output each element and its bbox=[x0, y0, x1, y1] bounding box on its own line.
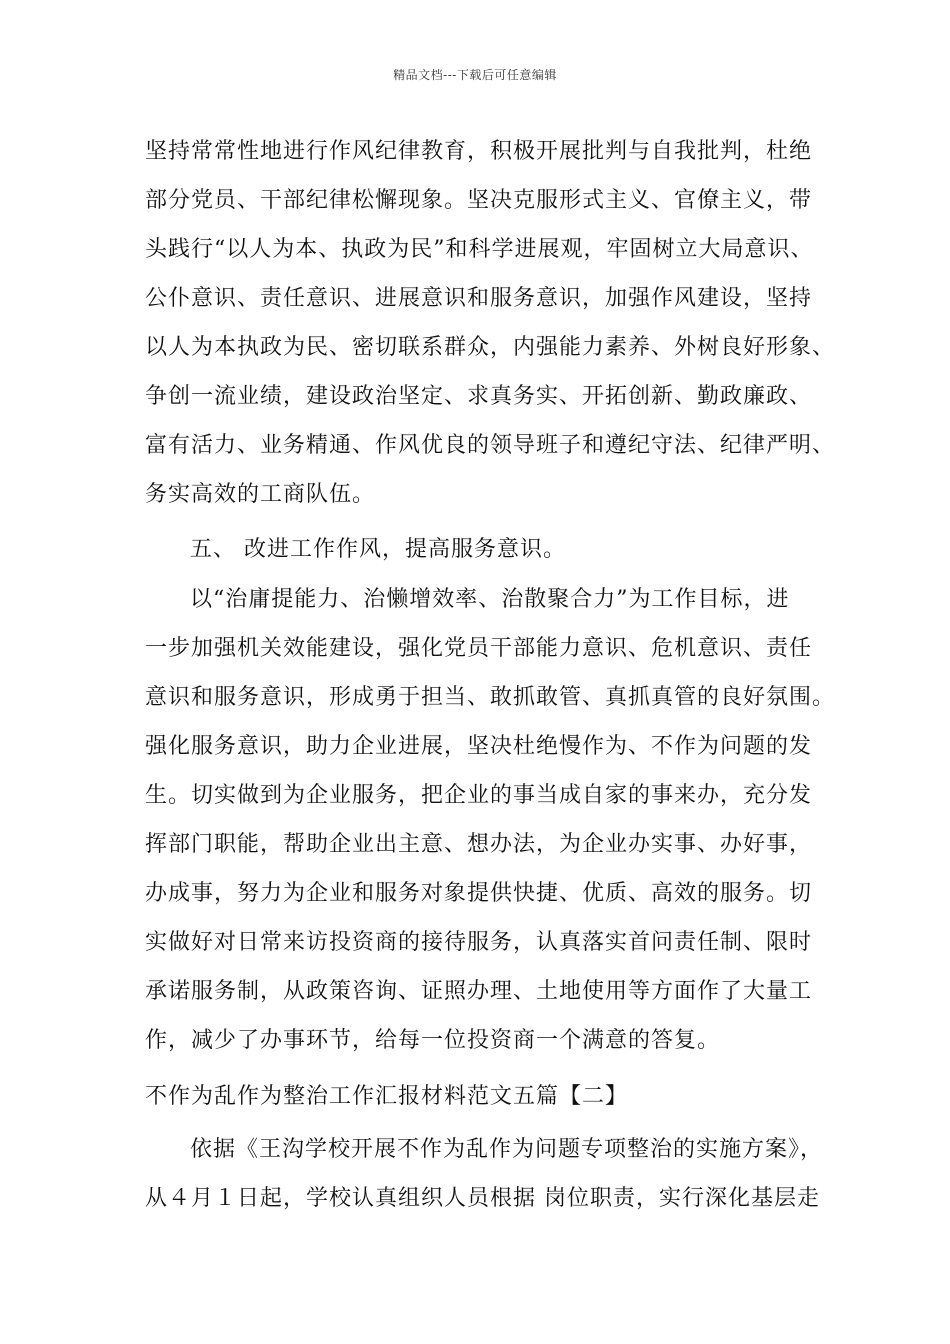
paragraph-line: 以人为本执政为民、密切联系群众，内强能力素养、外树良好形象、 bbox=[145, 335, 836, 360]
paragraph-line: 部分党员、干部纪律松懈现象。坚决克服形式主义、官僚主义，带 bbox=[145, 188, 813, 213]
paragraph-line: 一步加强机关效能建设，强化党员干部能力意识、危机意识、责任 bbox=[145, 636, 813, 661]
paragraph-line: 务实高效的工商队伍。 bbox=[145, 482, 376, 507]
paragraph-line: 坚持常常性地进行作风纪律教育，积极开展批判与自我批判，杜绝 bbox=[145, 139, 813, 164]
paragraph-line: 以“治庸提能力、治懒增效率、治散聚合力”为工作目标，进 bbox=[190, 587, 790, 612]
paragraph-line: 作，减少了办事环节，给每一位投资商一个满意的答复。 bbox=[145, 1028, 721, 1053]
paragraph-line: 意识和服务意识，形成勇于担当、敢抓敢管、真抓真管的良好氛围。 bbox=[145, 685, 836, 710]
article-title: 不作为乱作为整治工作汇报材料范文五篇【二】 bbox=[145, 1084, 629, 1109]
paragraph-line: 承诺服务制，从政策咨询、证照办理、土地使用等方面作了大量工 bbox=[145, 979, 813, 1004]
paragraph-line: 办成事，努力为企业和服务对象提供快捷、优质、高效的服务。切 bbox=[145, 881, 813, 906]
paragraph-line: 公仆意识、责任意识、进展意识和服务意识，加强作风建设，坚持 bbox=[145, 286, 813, 311]
page-header: 精品文档---下载后可任意编辑 bbox=[393, 68, 557, 82]
section-heading: 五、 改进工作作风，提高服务意识。 bbox=[190, 537, 566, 562]
paragraph-line: 实做好对日常来访投资商的接待服务，认真落实首问责任制、限时 bbox=[145, 930, 813, 955]
paragraph-line: 强化服务意识，助力企业进展，坚决杜绝慢作为、不作为问题的发 bbox=[145, 734, 813, 759]
paragraph-line: 从４月１日起，学校认真组织人员根据 岗位职责，实行深化基层走 bbox=[145, 1186, 820, 1211]
paragraph-line: 富有活力、业务精通、作风优良的领导班子和遵纪守法、纪律严明、 bbox=[145, 433, 836, 458]
paragraph-line: 争创一流业绩，建设政治坚定、求真务实、开拓创新、勤政廉政、 bbox=[145, 384, 813, 409]
paragraph-line: 依据《王沟学校开展不作为乱作为问题专项整治的实施方案》， bbox=[190, 1137, 824, 1162]
paragraph-line: 头践行“以人为本、执政为民”和科学进展观，牢固树立大局意识、 bbox=[145, 237, 814, 262]
paragraph-line: 挥部门职能，帮助企业出主意、想办法，为企业办实事、办好事， bbox=[145, 832, 813, 857]
paragraph-line: 生。切实做到为企业服务，把企业的事当成自家的事来办，充分发 bbox=[145, 783, 813, 808]
